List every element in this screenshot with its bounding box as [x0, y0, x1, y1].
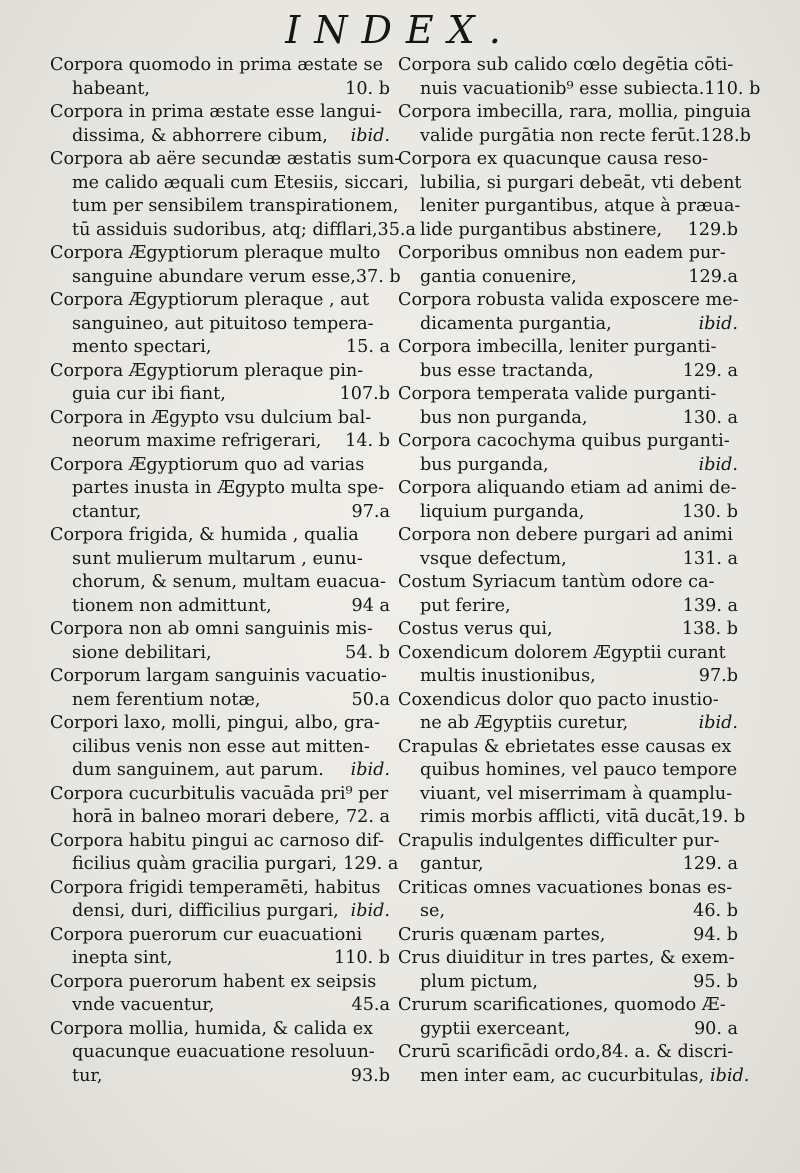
- index-entry: [50, 524, 390, 618]
- page-reference: ibid.: [709, 1065, 750, 1086]
- entry-line: [398, 289, 738, 313]
- entry-text: Coxendicum dolorem Ægyptii curant: [398, 642, 726, 663]
- entry-line: [50, 759, 390, 783]
- entry-text: Corpora puerorum cur euacuationi: [50, 924, 363, 945]
- index-entry: [398, 877, 738, 924]
- index-entry: [398, 689, 738, 736]
- entry-line: [50, 78, 390, 102]
- entry-text: Corpora frigidi temperamēti, habitus: [50, 877, 381, 898]
- index-entry: [398, 830, 738, 877]
- index-entry: [50, 289, 390, 360]
- entry-text: Cruris quænam partes,: [398, 924, 606, 945]
- entry-line: [50, 877, 390, 901]
- entry-text: Costus verus qui,: [398, 619, 553, 639]
- entry-text: Corpora mollia, humida, & calida ex: [50, 1018, 374, 1039]
- page-reference: 15. a: [345, 337, 390, 357]
- page-header: INDEX.: [285, 8, 515, 52]
- entry-line: [398, 971, 738, 995]
- index-entry: [50, 971, 390, 1018]
- entry-text: Crurū scarificādi ordo,84. a. & discri-: [398, 1042, 734, 1062]
- entry-line: [398, 642, 738, 666]
- entry-text: sunt mulierum multarum , eunu-: [72, 548, 363, 569]
- entry-text: Corpora robusta valida exposcere me-: [398, 290, 739, 310]
- index-entry: [398, 642, 738, 689]
- entry-line: [50, 947, 390, 971]
- index-entry: [398, 477, 738, 524]
- index-entry: [50, 830, 399, 877]
- page-reference: 72. a: [345, 807, 390, 827]
- entry-text: leniter purgantibus, atque à præua-: [420, 196, 741, 216]
- entry-text: Corpora in Ægypto vsu dulcium bal-: [50, 407, 372, 428]
- entry-text: Crus diuiditur in tres partes, & exem-: [398, 948, 735, 968]
- page-reference: 129.b: [687, 219, 738, 240]
- entry-line: [50, 454, 390, 478]
- entry-text: Corpora frigida, & humida , qualia: [50, 525, 359, 545]
- entry-text: horā in balneo morari debere,: [72, 807, 340, 827]
- entry-text: Corpora cacochyma quibus purganti-: [398, 431, 730, 451]
- index-entry: [50, 712, 390, 783]
- entry-line: [398, 407, 738, 431]
- entry-text: cilibus venis non esse aut mitten-: [72, 736, 370, 757]
- entry-line: [50, 501, 390, 525]
- entry-text: sanguineo, aut pituitoso tempera-: [72, 313, 374, 334]
- entry-text: Coxendicus dolor quo pacto inustio-: [398, 689, 719, 710]
- entry-text: men inter eam, ac cucurbitulas,: [420, 1065, 704, 1086]
- entry-line: [50, 54, 390, 78]
- entry-text: Corpora imbecilla, rara, mollia, pinguia: [398, 102, 751, 122]
- entry-text: Corpora ex quacunque causa reso-: [398, 149, 709, 169]
- entry-line: [50, 1018, 390, 1042]
- entry-text: Crapulas & ebrietates esse causas ex: [398, 736, 732, 757]
- entry-line: [398, 101, 751, 125]
- entry-line: [398, 571, 738, 595]
- entry-line: [398, 125, 751, 149]
- page-reference: 97.a: [351, 501, 390, 522]
- entry-text: sanguine abundare verum esse,37. b: [72, 266, 401, 287]
- entry-line: [50, 642, 390, 666]
- page-reference: 90. a: [693, 1018, 738, 1039]
- entry-text: Corpora puerorum habent ex seipsis: [50, 971, 377, 992]
- entry-line: [398, 266, 738, 290]
- index-entry: [398, 101, 751, 148]
- index-entry: [50, 618, 390, 665]
- index-entry: [398, 1041, 750, 1088]
- entry-text: plum pictum,: [420, 971, 538, 992]
- entry-line: [398, 172, 742, 196]
- entry-text: tū assiduis sudoribus, atq; difflari,35.a: [72, 219, 417, 240]
- entry-text: put ferire,: [420, 595, 511, 616]
- entry-line: [50, 195, 399, 219]
- entry-text: quibus homines, vel pauco tempore: [420, 760, 738, 780]
- entry-text: bus esse tractanda,: [420, 360, 594, 381]
- entry-line: [398, 924, 738, 948]
- entry-line: [50, 313, 390, 337]
- entry-line: [50, 524, 390, 548]
- entry-line: [50, 407, 390, 431]
- page-reference: 97.b: [698, 666, 738, 686]
- page-reference: 50.a: [351, 689, 390, 710]
- page-reference: 130. b: [681, 501, 738, 522]
- entry-text: Corpora cucurbitulis vacuāda pri⁹ per: [50, 783, 389, 804]
- entry-line: [50, 900, 390, 924]
- entry-line: [398, 242, 738, 266]
- entry-text: lubilia, si purgari debeāt, vti debent: [420, 172, 742, 193]
- page-reference: 110. b: [333, 948, 390, 968]
- page-reference: 130. a: [682, 407, 738, 428]
- page-reference: 129. a: [682, 854, 738, 874]
- page-reference: ibid.: [350, 125, 390, 146]
- entry-line: [398, 806, 746, 830]
- entry-line: [50, 806, 390, 830]
- entry-text: Corpora Ægyptiorum pleraque , aut: [50, 290, 370, 310]
- entry-text: multis inustionibus,: [420, 666, 596, 686]
- entry-text: densi, duri, difficilius purgari,: [72, 901, 339, 921]
- index-entry: [50, 924, 390, 971]
- page-reference: ibid.: [698, 313, 738, 334]
- entry-text: habeant,: [72, 78, 150, 99]
- entry-line: [398, 501, 738, 525]
- entry-text: Criticas omnes vacuationes bonas es-: [398, 877, 733, 898]
- entry-line: [398, 947, 738, 971]
- index-entry: [398, 148, 742, 242]
- entry-text: nuis vacuationib⁹ esse subiecta.110. b: [420, 78, 761, 99]
- entry-line: [398, 900, 738, 924]
- page-reference: 54. b: [345, 642, 390, 663]
- entry-text: gyptii exerceant,: [420, 1018, 571, 1039]
- entry-line: [398, 618, 738, 642]
- entry-text: quacunque euacuatione resoluun-: [72, 1042, 375, 1062]
- index-entry: [50, 665, 390, 712]
- index-entry: [398, 242, 738, 289]
- entry-line: [398, 712, 738, 736]
- entry-line: [398, 219, 738, 243]
- index-entry: [398, 994, 738, 1041]
- entry-line: [398, 54, 738, 78]
- index-entry: [50, 407, 390, 454]
- entry-line: [398, 1065, 750, 1089]
- entry-text: bus non purganda,: [420, 407, 588, 428]
- entry-text: inepta sint,: [72, 948, 173, 968]
- entry-text: Corpora non ab omni sanguinis mis-: [50, 619, 373, 639]
- page-reference: 95. b: [693, 971, 738, 992]
- entry-line: [50, 360, 390, 384]
- entry-line: [398, 195, 741, 219]
- entry-line: [398, 783, 738, 807]
- entry-line: [50, 289, 390, 313]
- page-reference: ibid.: [350, 760, 390, 780]
- page-reference: 139. a: [682, 595, 738, 616]
- entry-text: lide purgantibus abstinere,: [420, 219, 663, 240]
- entry-line: [398, 1018, 738, 1042]
- entry-text: Crurum scarificationes, quomodo Æ-: [398, 995, 726, 1015]
- entry-line: [50, 548, 390, 572]
- entry-text: Corpora in prima æstate esse langui-: [50, 102, 382, 122]
- entry-text: Corpora habitu pingui ac carnoso dif-: [50, 830, 385, 851]
- page-reference: 93.b: [350, 1065, 390, 1086]
- entry-line: [50, 1065, 390, 1089]
- entry-text: viuant, vel miserrimam à quamplu-: [420, 783, 733, 804]
- index-entry: [398, 618, 738, 642]
- entry-text: Corporibus omnibus non eadem pur-: [398, 243, 726, 263]
- entry-line: [50, 266, 401, 290]
- entry-text: guia cur ibi fiant,: [72, 384, 226, 404]
- left-index-column: [50, 54, 417, 1088]
- entry-text: ficilius quàm gracilia purgari,: [72, 854, 338, 874]
- entry-text: vsque defectum,: [420, 548, 567, 569]
- entry-line: [398, 524, 738, 548]
- page-reference: ibid.: [698, 454, 738, 475]
- entry-line: [50, 101, 390, 125]
- entry-text: Corpora sub calido cœlo degētia cōti-: [398, 55, 734, 75]
- entry-text: Costum Syriacum tantùm odore ca-: [398, 572, 715, 592]
- entry-text: Corpora Ægyptiorum pleraque pin-: [50, 360, 364, 381]
- page-reference: ibid.: [698, 713, 738, 733]
- entry-text: sione debilitari,: [72, 642, 212, 663]
- entry-text: gantur,: [420, 854, 484, 874]
- entry-line: [398, 336, 738, 360]
- entry-line: [50, 172, 409, 196]
- entry-text: partes inusta in Ægypto multa spe-: [72, 478, 385, 498]
- entry-line: [398, 454, 738, 478]
- entry-line: [50, 242, 390, 266]
- entry-text: rimis morbis afflicti, vitā ducāt,19. b: [420, 807, 746, 827]
- entry-text: Corpora non debere purgari ad animi: [398, 525, 733, 545]
- entry-text: Corpori laxo, molli, pingui, albo, gra-: [50, 713, 380, 733]
- entry-line: [50, 689, 390, 713]
- entry-line: [398, 148, 738, 172]
- entry-text: Corpora temperata valide purganti-: [398, 384, 717, 404]
- index-entry: [398, 736, 746, 830]
- entry-line: [50, 595, 390, 619]
- entry-line: [398, 430, 738, 454]
- entry-text: mento spectari,: [72, 337, 212, 357]
- entry-line: [50, 924, 390, 948]
- entry-line: [50, 736, 390, 760]
- entry-text: ne ab Ægyptiis curetur,: [420, 713, 629, 733]
- page-reference: 45.a: [351, 995, 390, 1015]
- entry-line: [398, 736, 738, 760]
- entry-line: [398, 830, 738, 854]
- entry-text: dicamenta purgantia,: [420, 313, 612, 334]
- entry-line: [398, 994, 738, 1018]
- entry-line: [50, 783, 390, 807]
- index-entry: [398, 289, 738, 336]
- page-reference: 10. b: [345, 78, 390, 99]
- page-reference: ibid.: [350, 901, 390, 921]
- entry-line: [398, 477, 738, 501]
- entry-line: [398, 665, 738, 689]
- entry-text: Corpora imbecilla, leniter purganti-: [398, 337, 717, 357]
- entry-line: [50, 994, 390, 1018]
- index-entry: [50, 148, 417, 242]
- index-entry: [50, 454, 390, 525]
- entry-text: Corpora aliquando etiam ad animi de-: [398, 478, 737, 498]
- entry-line: [398, 548, 738, 572]
- entry-line: [398, 595, 738, 619]
- page-reference: 129. a: [343, 854, 399, 874]
- index-entry: [398, 571, 738, 618]
- entry-line: [50, 477, 390, 501]
- entry-text: chorum, & senum, multam euacua-: [72, 572, 386, 592]
- page-reference: 107.b: [339, 384, 390, 404]
- entry-line: [50, 665, 390, 689]
- entry-line: [50, 430, 390, 454]
- entry-text: dissima, & abhorrere cibum,: [72, 125, 328, 146]
- index-entry: [398, 54, 761, 101]
- entry-line: [50, 336, 390, 360]
- entry-text: valide purgātia non recte ferūt.128.b: [420, 125, 751, 146]
- entry-text: me calido æquali cum Etesiis, siccari,: [72, 172, 409, 193]
- entry-line: [50, 853, 399, 877]
- entry-line: [398, 1041, 738, 1065]
- index-entry: [50, 360, 390, 407]
- entry-line: [398, 759, 738, 783]
- index-entry: [398, 524, 738, 571]
- entry-line: [50, 712, 390, 736]
- entry-text: tur,: [72, 1065, 103, 1086]
- entry-text: vnde vacuentur,: [72, 995, 215, 1015]
- index-entry: [398, 336, 738, 383]
- page-reference: 46. b: [693, 901, 738, 921]
- page-reference: 131. a: [682, 548, 738, 569]
- index-entry: [50, 242, 401, 289]
- entry-text: dum sanguinem, aut parum.: [72, 760, 324, 780]
- page-reference: 14. b: [345, 431, 390, 451]
- entry-line: [50, 219, 417, 243]
- entry-text: Corpora ab aëre secundæ æstatis sum-: [50, 149, 401, 169]
- entry-line: [398, 78, 761, 102]
- entry-text: tionem non admittunt,: [72, 595, 272, 616]
- page-reference: 129.a: [688, 266, 738, 287]
- entry-text: nem ferentium notæ,: [72, 689, 261, 710]
- entry-line: [50, 1041, 390, 1065]
- entry-line: [398, 313, 738, 337]
- index-entry: [50, 1018, 390, 1089]
- entry-line: [398, 877, 738, 901]
- entry-line: [50, 618, 390, 642]
- entry-text: Crapulis indulgentes difficulter pur-: [398, 830, 720, 851]
- index-entry: [50, 877, 390, 924]
- right-index-column: [398, 54, 761, 1088]
- entry-line: [50, 383, 390, 407]
- index-entry: [398, 430, 738, 477]
- page-reference: 94. b: [693, 924, 738, 945]
- entry-text: liquium purganda,: [420, 501, 585, 522]
- entry-line: [50, 830, 390, 854]
- index-entry: [50, 54, 390, 101]
- page-reference: 94 a: [351, 595, 390, 616]
- entry-text: ctantur,: [72, 501, 142, 522]
- entry-text: Corpora Ægyptiorum pleraque multo: [50, 243, 381, 263]
- entry-text: neorum maxime refrigerari,: [72, 431, 322, 451]
- entry-line: [398, 689, 738, 713]
- entry-text: gantia conuenire,: [420, 266, 577, 287]
- index-entry: [398, 924, 738, 948]
- entry-line: [398, 853, 738, 877]
- page-reference: 129. a: [682, 360, 738, 381]
- index-entry: [398, 383, 738, 430]
- entry-text: bus purganda,: [420, 454, 549, 475]
- index-entry: [50, 101, 390, 148]
- entry-line: [50, 148, 401, 172]
- entry-line: [50, 571, 390, 595]
- index-entry: [50, 783, 390, 830]
- entry-text: Corpora quomodo in prima æstate se: [50, 55, 383, 75]
- entry-text: Corpora Ægyptiorum quo ad varias: [50, 454, 365, 475]
- entry-text: Corporum largam sanguinis vacuatio-: [50, 666, 387, 686]
- entry-line: [50, 971, 390, 995]
- page-reference: 138. b: [681, 619, 738, 639]
- entry-text: tum per sensibilem transpirationem,: [72, 196, 399, 216]
- entry-line: [50, 125, 390, 149]
- index-entry: [398, 947, 738, 994]
- entry-line: [398, 383, 738, 407]
- entry-text: se,: [420, 901, 446, 921]
- entry-line: [398, 360, 738, 384]
